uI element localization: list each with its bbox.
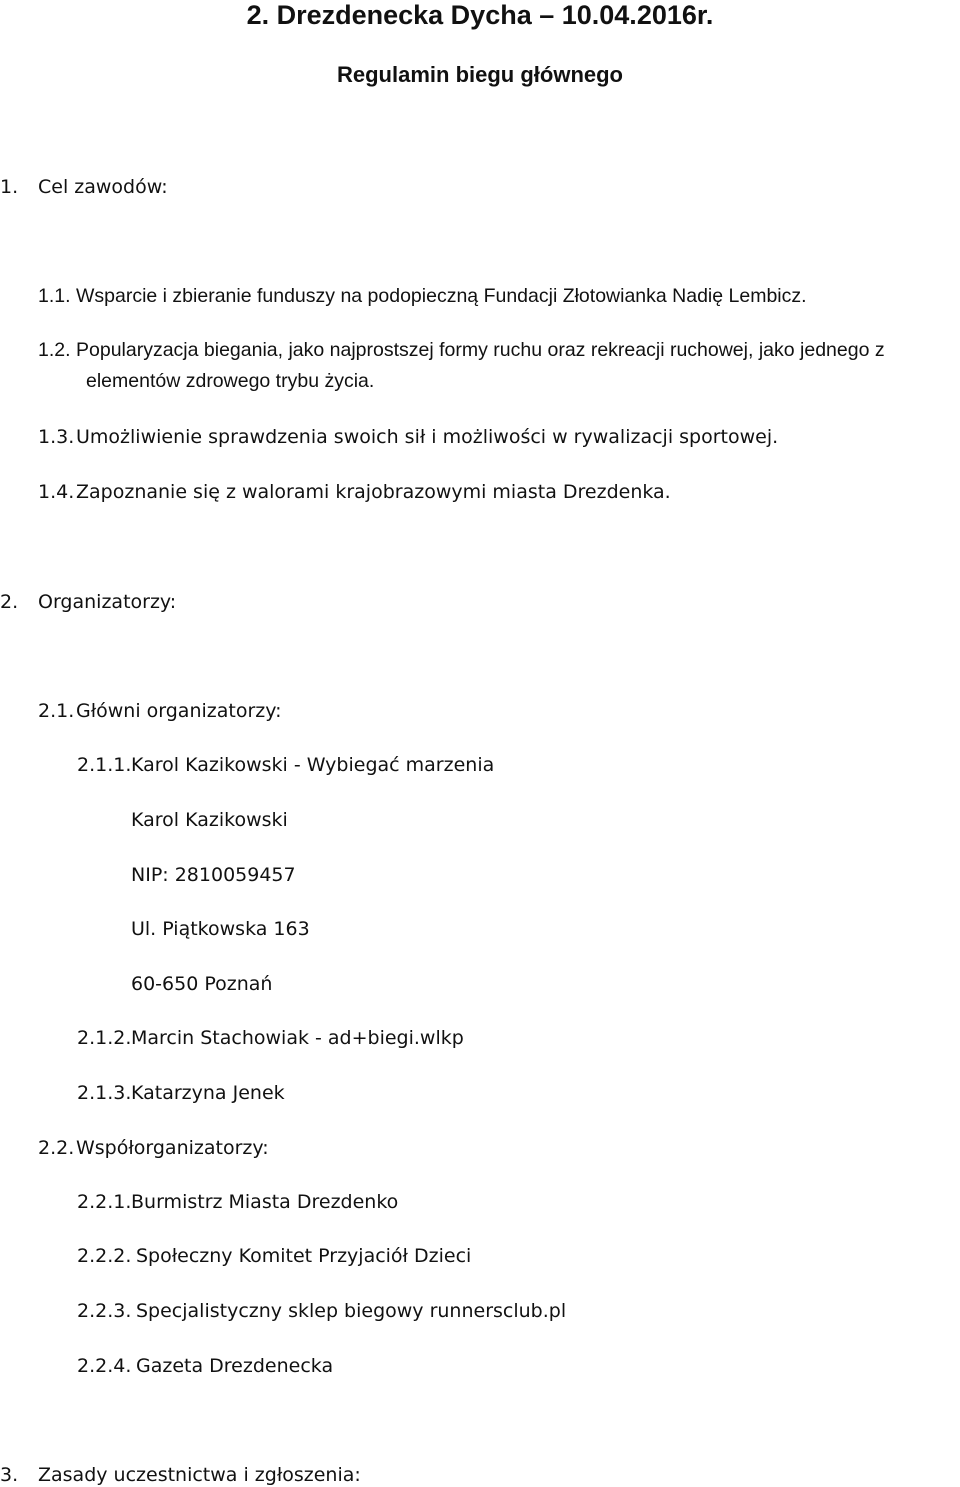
item-number: 2.1.3.	[77, 1082, 132, 1104]
list-item-2-2-3	[77, 1300, 566, 1322]
item-text: Społeczny Komitet Przyjaciół Dzieci	[136, 1245, 472, 1267]
document-title: 2. Drezdenecka Dycha – 10.04.2016r.	[246, 0, 714, 30]
item-number: 2.2.3.	[77, 1300, 132, 1322]
organizer-name: Karol Kazikowski	[131, 809, 288, 831]
section-number: 2.	[0, 591, 19, 613]
section-title: Cel zawodów:	[38, 176, 168, 198]
list-item-2-2-1	[77, 1191, 398, 1213]
organizer-street: Ul. Piątkowska 163	[131, 918, 310, 940]
item-text: Popularyzacja biegania, jako najprostszej formy ruchu oraz rekreacji ruchowej, jako jednego z	[76, 339, 885, 361]
section-1-heading	[0, 176, 168, 198]
item-number: 2.1.2.	[77, 1027, 132, 1049]
section-number: 1.	[0, 176, 19, 198]
subsection-2-1-heading	[38, 700, 282, 722]
list-item-1-2-continuation: elementów zdrowego trybu życia.	[86, 370, 375, 392]
list-item-1-2	[38, 339, 885, 362]
item-text: Zapoznanie się z walorami krajobrazowymi miasta Drezdenka.	[76, 481, 671, 503]
section-2-heading	[0, 591, 176, 613]
item-number: 2.2.2.	[77, 1245, 132, 1267]
section-3-heading	[0, 1464, 361, 1486]
subsection-2-2-heading	[38, 1137, 269, 1159]
item-number: 1.1.	[38, 285, 71, 307]
subsection-title: Współorganizatorzy:	[76, 1137, 269, 1159]
list-item-2-1-2	[77, 1027, 464, 1049]
list-item-2-1-1	[77, 754, 494, 776]
section-title: Organizatorzy:	[38, 591, 177, 613]
item-number: 1.4.	[38, 481, 75, 503]
item-text: Wsparcie i zbieranie funduszy na podopieczną Fundacji Złotowianka Nadię Lembicz.	[76, 285, 807, 307]
subsection-number: 2.2.	[38, 1137, 75, 1159]
item-text: Katarzyna Jenek	[131, 1082, 285, 1104]
item-text: Gazeta Drezdenecka	[136, 1355, 334, 1377]
item-text: Marcin Stachowiak - ad+biegi.wlkp	[131, 1027, 464, 1049]
list-item-2-2-4	[77, 1355, 333, 1377]
item-text: Specjalistyczny sklep biegowy runnersclub.pl	[136, 1300, 567, 1322]
item-text: Karol Kazikowski - Wybiegać marzenia	[131, 754, 495, 776]
section-number: 3.	[0, 1464, 19, 1486]
list-item-2-2-2	[77, 1245, 471, 1267]
section-title: Zasady uczestnictwa i zgłoszenia:	[38, 1464, 361, 1486]
organizer-city: 60-650 Poznań	[131, 973, 273, 995]
item-number: 1.2.	[38, 339, 71, 361]
item-number: 2.2.1.	[77, 1191, 132, 1213]
subsection-number: 2.1.	[38, 700, 75, 722]
subsection-title: Główni organizatorzy:	[76, 700, 282, 722]
list-item-1-1	[38, 285, 807, 308]
list-item-1-3	[38, 426, 778, 448]
item-text: Burmistrz Miasta Drezdenko	[131, 1191, 399, 1213]
item-number: 2.1.1.	[77, 754, 132, 776]
document-subtitle: Regulamin biegu głównego	[337, 62, 623, 87]
item-number: 2.2.4.	[77, 1355, 132, 1377]
list-item-1-4	[38, 481, 671, 503]
list-item-2-1-3	[77, 1082, 285, 1104]
organizer-nip: NIP: 2810059457	[131, 864, 296, 886]
item-text: Umożliwienie sprawdzenia swoich sił i możliwości w rywalizacji sportowej.	[76, 426, 779, 448]
item-number: 1.3.	[38, 426, 75, 448]
